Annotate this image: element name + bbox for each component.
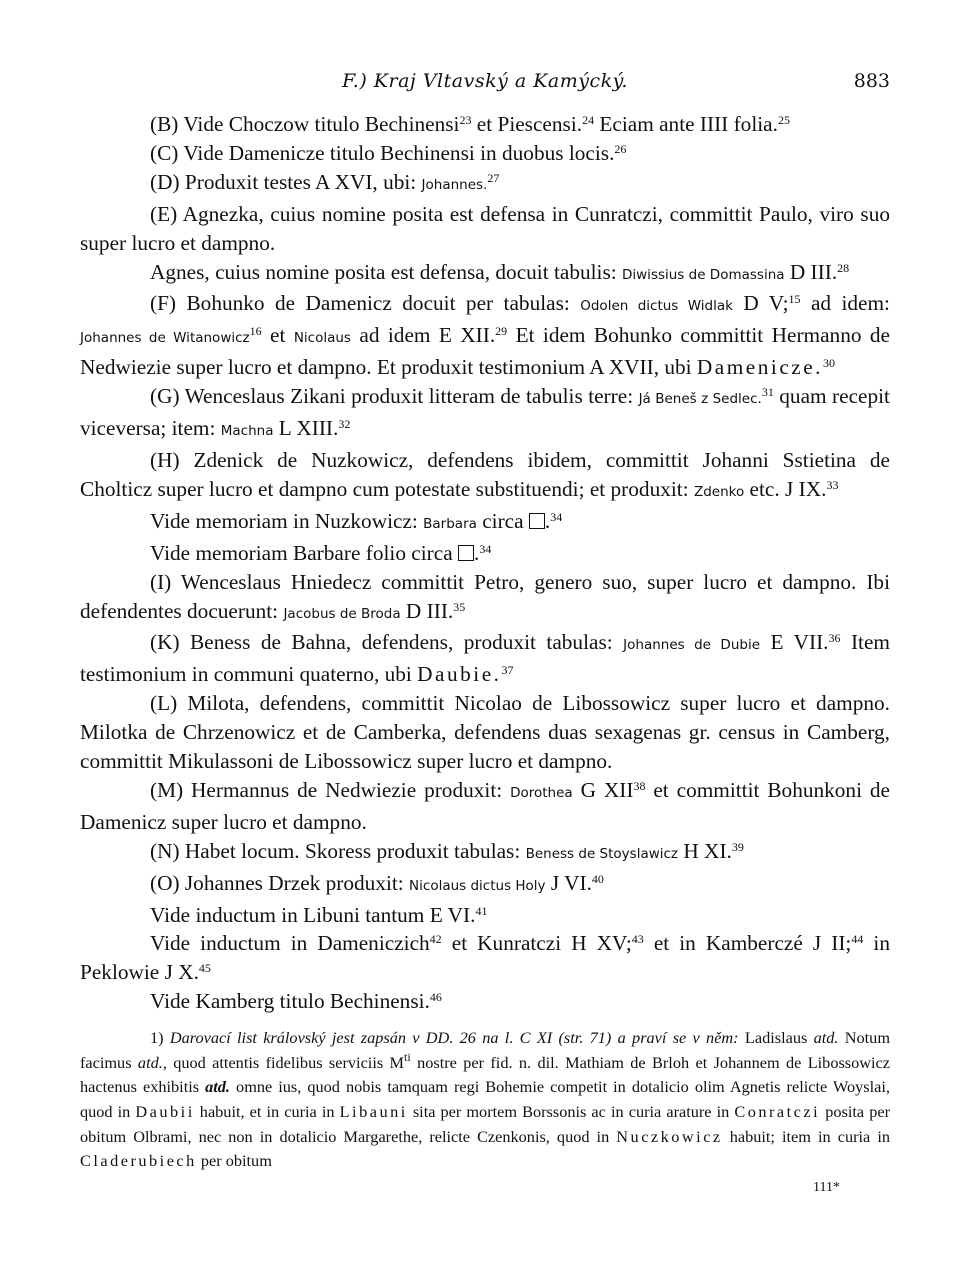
paragraph-m: (M) Hermannus de Nedwiezie produxit: Dorothea G XII$^{38}$ et committit Bohunkoni de Damenicz super lucro et dampno.	[80, 777, 891, 834]
signature-mark: 111*	[813, 1179, 840, 1195]
folio-box-icon	[458, 545, 474, 561]
paragraph-d: (D) Produxit testes A XVI, ubi: Johannes.$^{27}$	[150, 169, 500, 194]
paragraph-b: (B) Vide Choczow titulo Bechinensi$^{23}$ et Piescensi.$^{24}$ Eciam ante IIII folia.$^{25}$	[150, 112, 790, 136]
footnote-text: 1) Darovací list královský jest zapsán v DD. 26 na l. C XI (str. 71) a praví se v něm: Ladislaus atd. Notum facimus atd., quod attentis fidelibus serviciis $M^{ti}$ nostre per fid. n. dil. Mathiam de Brloh et Johannem de Libossowicz hactenus exhibitis atd. omne ius, quod nobis tamquam regi Bohemie competit in dotalicio olim Agnetis relicte Woyslai, quod in Daubii habuit, et in curia in Libauni sita per mortem Borssonis ac in curia arature in Conratczi posita per obitum Olbrami, nec non in dotalicio Margarethe, relicte Czenkonis, quod in Nuczkowicz habuit; item in curia in Claderubiech per obitum	[80, 1028, 891, 1171]
paragraph-i: (I) Wenceslaus Hniedecz committit Petro, genero suo, super lucro et dampno. Ibi defendentes docuerunt: Jacobus de Broda D III.$^{35}$	[80, 569, 890, 623]
paragraph-h3: Vide memoriam Barbare folio circa .$^{34}$	[150, 540, 492, 565]
header-title: F.) Kraj Vltavský a Kamýcký.	[342, 70, 628, 92]
paragraph-f: (F) Bohunko de Damenicz docuit per tabulas: Odolen dictus Widlak D V;$^{15}$ ad idem: Johannes de Witanowicz$^{16}$ et Nicolaus ad idem E XII.$^{29}$ Et idem Bohunko committit Hermanno de Nedwiezie super lucro et dampno. Et produxit testimonium A XVII, ubi Damenicze.$^{30}$	[80, 291, 890, 380]
paragraph-c: (C) Vide Damenicze titulo Bechinensi in duobus locis.$^{26}$	[150, 140, 627, 165]
folio-box-icon	[529, 513, 545, 529]
main-text	[80, 110, 890, 1016]
paragraph-n: (N) Habet locum. Skoress produxit tabulas: Beness de Stoyslawicz H XI.$^{39}$	[150, 838, 744, 863]
footnote	[80, 1026, 890, 1200]
paragraph-e: (E) Agnezka, cuius nomine posita est defensa in Cunratczi, committit Paulo, viro suo super lucro et dampno.	[80, 201, 890, 255]
paragraph-g: (G) Wenceslaus Zikani produxit litteram de tabulis terre: Já Beneš z Sedlec.$^{31}$ quam recepit viceversa; item: Machna L XIII.$^{32}$	[80, 384, 890, 441]
paragraph-o3: Vide inductum in Dameniczich$^{42}$ et Kunratczi H XV;$^{43}$ et in Kamberczé J II;$^{44}$ in Peklowie J X.$^{45}$	[80, 931, 890, 985]
paragraph-o: (O) Johannes Drzek produxit: Nicolaus dictus Holy J VI.$^{40}$	[150, 870, 604, 895]
paragraph-o4: Vide Kamberg titulo Bechinensi.$^{46}$	[150, 989, 442, 1014]
paragraph-h: (H) Zdenick de Nuzkowicz, defendens ibidem, committit Johanni Sstietina de Cholticz super lucro et dampno cum potestate substituendi; et produxit: Zdenko etc. J IX.$^{33}$	[80, 447, 890, 501]
paragraph-e2: Agnes, cuius nomine posita est defensa, docuit tabulis: Diwissius de Domassina D III.$^{28}$	[150, 259, 850, 284]
paragraph-h2: Vide memoriam in Nuzkowicz: Barbara circa .$^{34}$	[150, 508, 563, 533]
running-header	[80, 70, 890, 100]
paragraph-o2: Vide inductum in Libuni tantum E VI.$^{41}$	[150, 902, 488, 927]
page	[80, 70, 890, 1200]
paragraph-k: (K) Beness de Bahna, defendens, produxit tabulas: Johannes de Dubie E VII.$^{36}$ Item testimonium in communi quaterno, ubi Daubie.$^{37}$	[80, 630, 890, 687]
page-number: 883	[853, 70, 890, 92]
paragraph-l: (L) Milota, defendens, committit Nicolao de Libossowicz super lucro et dampno. Milotka de Chrzenowicz et de Camberka, defendens duas sexagenas gr. census in Camberg, committit Mikulassoni de Libossowicz super lucro et dampno.	[80, 691, 890, 774]
